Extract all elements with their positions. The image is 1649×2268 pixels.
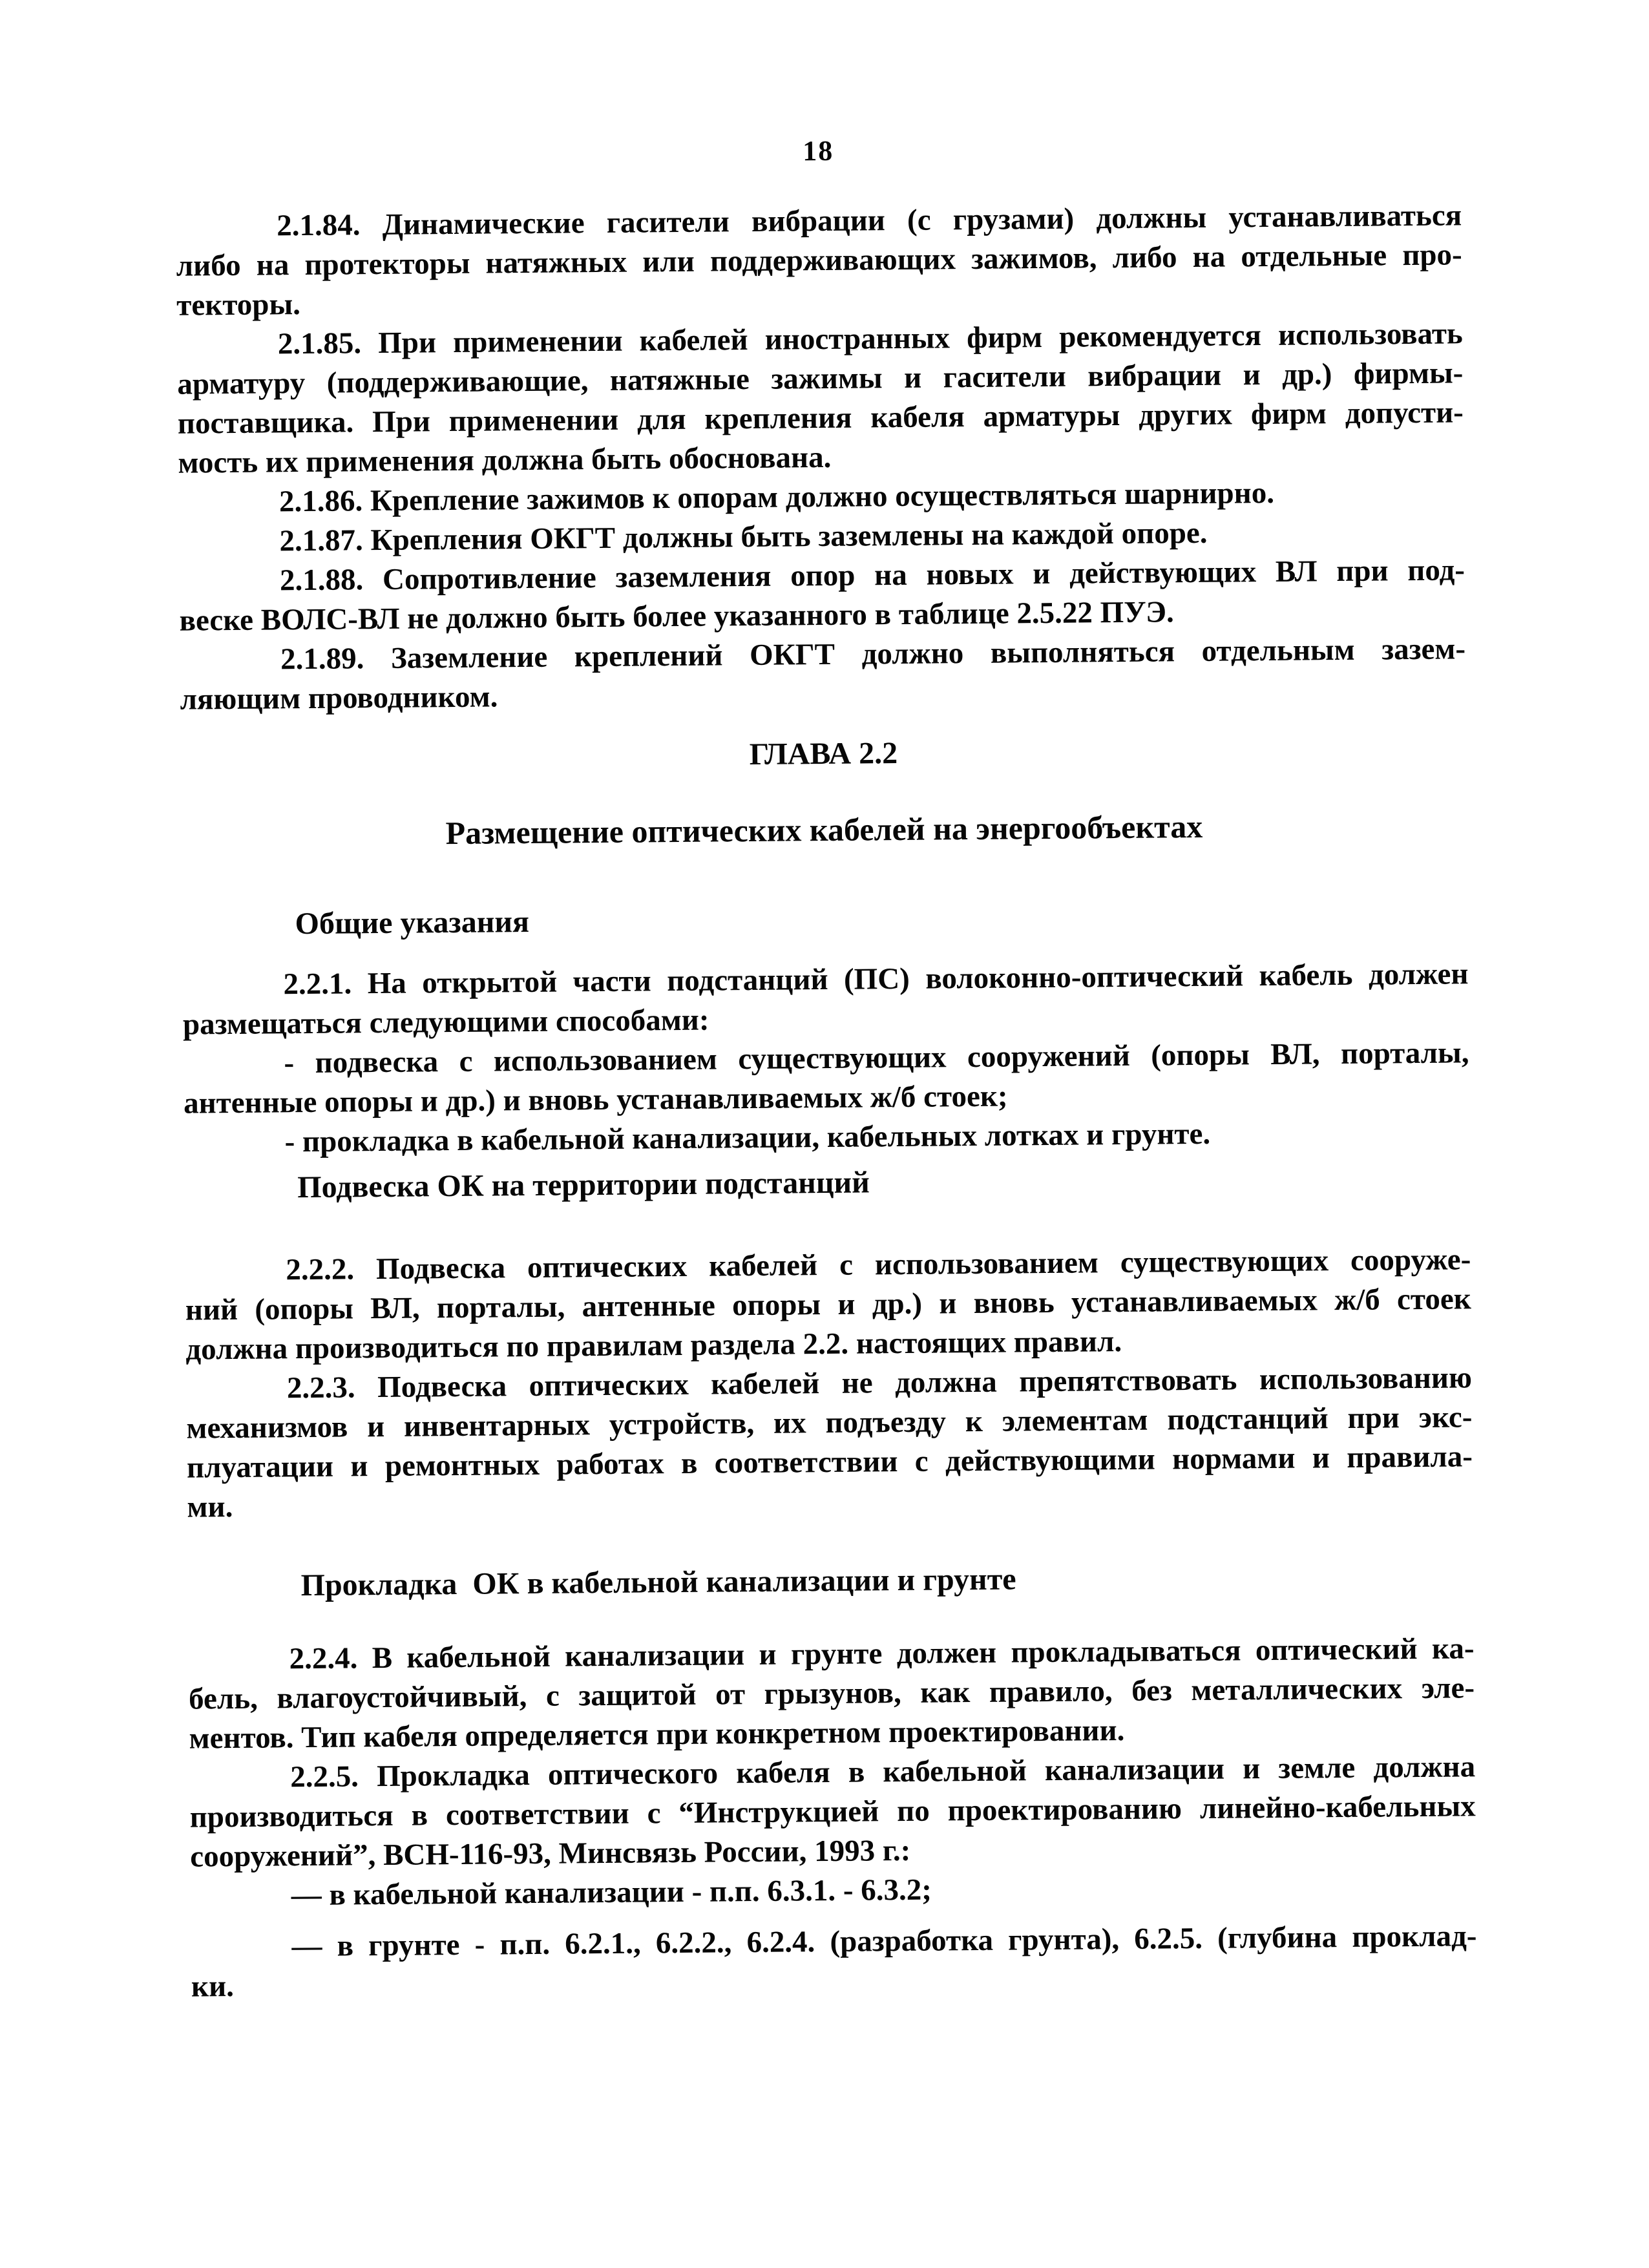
text-line: - прокладка в кабельной канализации, кабельных лотках и грунте. xyxy=(284,1117,1211,1159)
page-number: 18 xyxy=(803,134,834,167)
text-line: 2.1.89. Заземление креплений ОКГТ должно выполняться отдельным зазем- xyxy=(280,632,1466,677)
text-line: размещаться следующими способами: xyxy=(182,1003,709,1042)
text-line: ми. xyxy=(187,1490,233,1524)
text-line: ки. xyxy=(191,1969,235,2004)
paragraph-block-podveska xyxy=(185,1240,1473,1527)
text-line: 2.1.88. Сопротивление заземления опор на новых и действующих ВЛ при под- xyxy=(279,553,1465,598)
text-line: поставщика. При применении для крепления кабеля арматуры других фирм допусти- xyxy=(177,395,1464,441)
section-heading-prokladka: Прокладка ОК в кабельной канализации и грунте xyxy=(300,1562,1016,1603)
chapter-title: Размещение оптических кабелей на энергообъектах xyxy=(445,808,1203,852)
text-line: арматуру (поддерживающие, натяжные зажимы и гасители вибрации и др.) фирмы- xyxy=(177,356,1464,401)
section-heading-podveska: Подвеска ОК на территории подстанций xyxy=(297,1165,870,1205)
text-line: производиться в соответствии с “Инструкцией по проектированию линейно-кабельных xyxy=(189,1789,1476,1834)
text-line: механизмов и инвентарных устройств, их подъезду к элементам подстанций при экс- xyxy=(186,1400,1473,1445)
text-line: ментов. Тип кабеля определяется при конкретном проектировании. xyxy=(189,1713,1125,1756)
text-line: веске ВОЛС-ВЛ не должно быть более указанного в таблице 2.5.22 ПУЭ. xyxy=(179,595,1174,638)
text-line: мость их применения должна быть обоснована. xyxy=(178,440,832,480)
text-line: сооружений”, ВСН-116-93, Минсвязь России, 1993 г.: xyxy=(190,1833,911,1874)
text-line: 2.2.3. Подвеска оптических кабелей не должна препятствовать использованию xyxy=(286,1361,1473,1405)
text-line: ляющим проводником. xyxy=(180,680,498,717)
text-line: 2.1.85. При применении кабелей иностранных фирм рекомендуется использовать xyxy=(277,317,1463,361)
text-line: текторы. xyxy=(176,288,301,322)
text-line: антенные опоры и др.) и вновь устанавливаемых ж/б стоек; xyxy=(183,1079,1008,1120)
text-line: бель, влагоустойчивый, с защитой от грызунов, как правило, без металлических эле- xyxy=(188,1671,1475,1716)
text-line: 2.2.2. Подвеска оптических кабелей с использованием существующих сооруже- xyxy=(286,1243,1471,1287)
section-heading-general: Общие указания xyxy=(295,904,530,941)
text-line: — в грунте - п.п. 6.2.1., 6.2.2., 6.2.4. (разработка грунта), 6.2.5. (глубина проклад- xyxy=(291,1919,1477,1964)
text-line: 2.2.1. На открытой части подстанций (ПС) волоконно-оптический кабель должен xyxy=(283,957,1469,1002)
text-line: либо на протекторы натяжных или поддерживающих зажимов, либо на отдельные про- xyxy=(176,238,1462,283)
text-line: 2.1.84. Динамические гасители вибрации (с грузами) должны устанавливаться xyxy=(277,198,1462,243)
chapter-heading: ГЛАВА 2.2 xyxy=(749,735,898,772)
text-line: плуатации и ремонтных работах в соответствии с действующими нормами и правила- xyxy=(186,1440,1473,1485)
text-line: 2.1.86. Крепление зажимов к опорам должно осуществляться шарнирно. xyxy=(278,476,1275,519)
text-line: 2.2.4. В кабельной канализации и грунте должен прокладываться оптический ка- xyxy=(289,1632,1475,1676)
text-line: — в кабельной канализации - п.п. 6.3.1. - 6.3.2; xyxy=(291,1873,932,1913)
text-line: - подвеска с использованием существующих сооружений (опоры ВЛ, порталы, xyxy=(284,1036,1469,1080)
text-line: 2.2.5. Прокладка оптического кабеля в кабельной канализации и земле должна xyxy=(289,1750,1476,1794)
text-line: 2.1.87. Крепления ОКГТ должны быть заземлены на каждой опоре. xyxy=(279,516,1208,558)
text-line: ний (опоры ВЛ, порталы, антенные опоры и др.) и вновь устанавливаемых ж/б стоек xyxy=(185,1282,1472,1327)
paragraph-block-prokladka xyxy=(188,1629,1477,2006)
paragraph-block-general xyxy=(182,954,1470,1162)
text-line: должна производиться по правилам раздела 2.2. настоящих правил. xyxy=(185,1325,1122,1367)
paragraph-block-rules-2-1 xyxy=(176,196,1466,719)
